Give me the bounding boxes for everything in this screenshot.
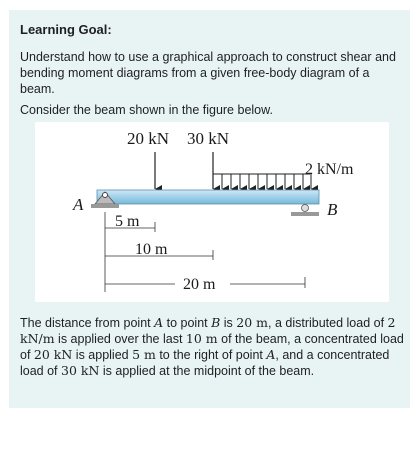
math-load-30: 30 kN [61,363,100,378]
roller-support-b [291,205,319,217]
math-a-2: A [266,347,276,362]
dim-5m-label: 5 m [115,213,140,230]
math-offset-5: 5 m [132,347,156,362]
distributed-load-arrows [213,174,311,189]
problem-description: The distance from point A to point B is 20 m, a distributed load of 2 kN/m is applied over the last 10 m of the beam, a concentrated load of 20 kN is applied 5 m to the right of point A, and a concentrated load of 30 kN is applied at the midpoint of the beam. [20,315,404,378]
load-30kn-label: 30 kN [187,129,230,148]
point-b-label: B [327,200,338,219]
beam-diagram [35,122,389,302]
consider-text: Consider the beam shown in the figure below. [20,103,273,117]
beam-figure [35,122,389,302]
math-b: B [211,315,221,330]
distributed-load-label: 2 kN/m [305,161,354,178]
math-dist-length: 10 m [185,331,218,346]
goal-text: Understand how to use a graphical approach to construct shear and bending moment diagrams from a given free-body diagram of a beam. [20,50,396,96]
math-a: A [154,315,164,330]
dim-20m-label: 20 m [183,276,216,293]
math-dist-load: 2 kN/m [20,315,396,346]
learning-goal-panel [9,10,410,408]
load-20kn-label: 20 kN [127,129,170,148]
math-load-20: 20 kN [33,347,73,362]
goal-title: Learning Goal: [20,22,112,37]
point-a-label: A [73,195,84,214]
math-length: 20 m [236,315,268,330]
dim-10m-label: 10 m [135,241,168,258]
beam [97,190,319,204]
